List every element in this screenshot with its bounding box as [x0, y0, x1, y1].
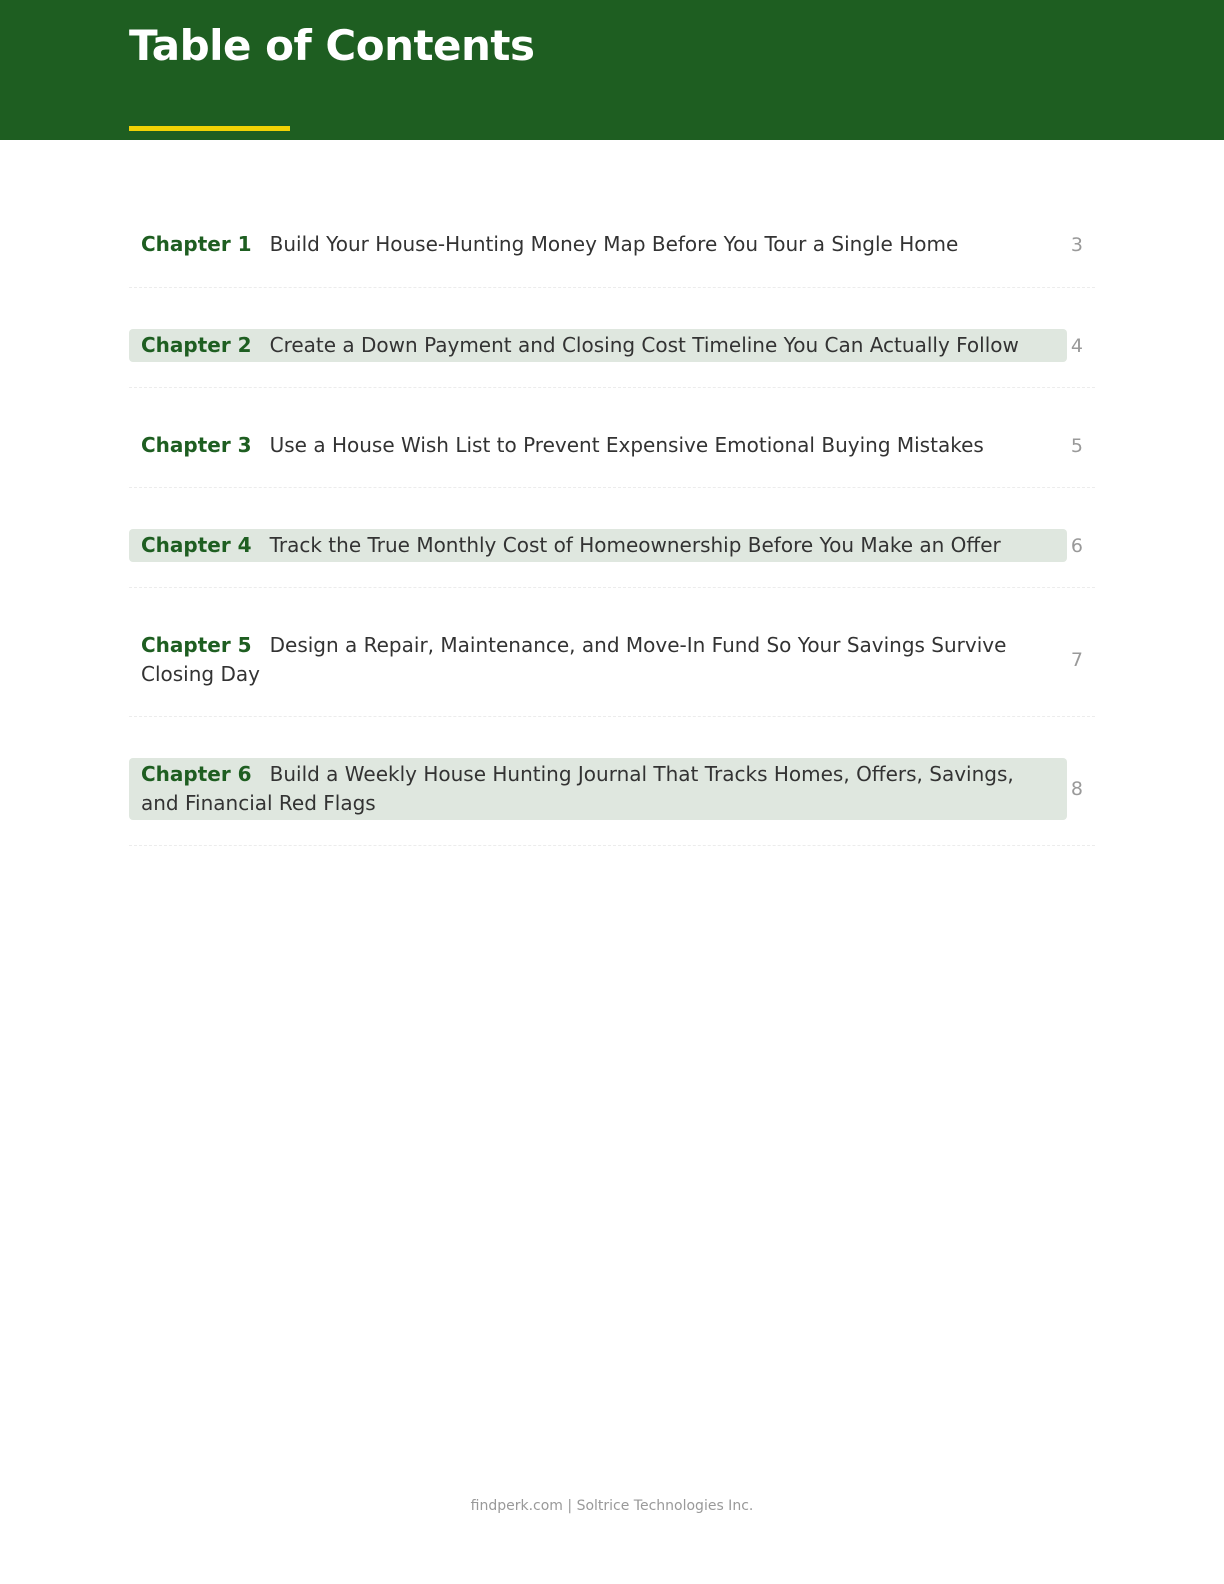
toc-entry-4[interactable] — [129, 488, 1095, 588]
title-accent-bar — [129, 126, 290, 131]
chapter-title: Create a Down Payment and Closing Cost Timeline You Can Actually Follow — [269, 333, 1019, 357]
toc-entry-2[interactable] — [129, 288, 1095, 388]
page-number: 8 — [1070, 778, 1083, 800]
chapter-label: Chapter 4 — [141, 533, 252, 557]
toc-entry-3[interactable] — [129, 388, 1095, 488]
page-footer: findperk.com | Soltrice Technologies Inc. — [470, 1498, 754, 1514]
toc-entry-text — [129, 758, 1067, 820]
chapter-label: Chapter 5 — [141, 633, 252, 657]
toc-entry-text — [129, 228, 1067, 261]
chapter-label: Chapter 2 — [141, 333, 252, 357]
page-number: 7 — [1070, 649, 1083, 671]
page-header — [0, 0, 1224, 140]
chapter-title: Build a Weekly House Hunting Journal That Tracks Homes, Offers, Savings, and Financial Red Flags — [141, 762, 1014, 815]
chapter-title: Track the True Monthly Cost of Homeownership Before You Make an Offer — [269, 533, 1001, 557]
page-number: 6 — [1070, 534, 1083, 557]
chapter-label: Chapter 3 — [141, 433, 252, 457]
toc-entry-text — [129, 529, 1067, 562]
toc-entry-text — [129, 329, 1067, 362]
page-number: 5 — [1070, 434, 1083, 457]
toc-entry-text — [129, 429, 1067, 462]
page-number: 3 — [1070, 233, 1083, 256]
toc-entry-text — [129, 629, 1067, 691]
page-number: 4 — [1070, 334, 1083, 357]
toc-entry-6[interactable] — [129, 717, 1095, 846]
chapter-label: Chapter 1 — [141, 232, 252, 256]
table-of-contents — [129, 212, 1095, 846]
chapter-title: Use a House Wish List to Prevent Expensive Emotional Buying Mistakes — [269, 433, 984, 457]
chapter-title: Build Your House-Hunting Money Map Before You Tour a Single Home — [269, 232, 959, 256]
chapter-title: Design a Repair, Maintenance, and Move-In Fund So Your Savings Survive Closing Day — [141, 633, 1007, 686]
toc-entry-1[interactable] — [129, 212, 1095, 288]
page-title: Table of Contents — [129, 21, 535, 70]
chapter-label: Chapter 6 — [141, 762, 252, 786]
toc-entry-5[interactable] — [129, 588, 1095, 717]
